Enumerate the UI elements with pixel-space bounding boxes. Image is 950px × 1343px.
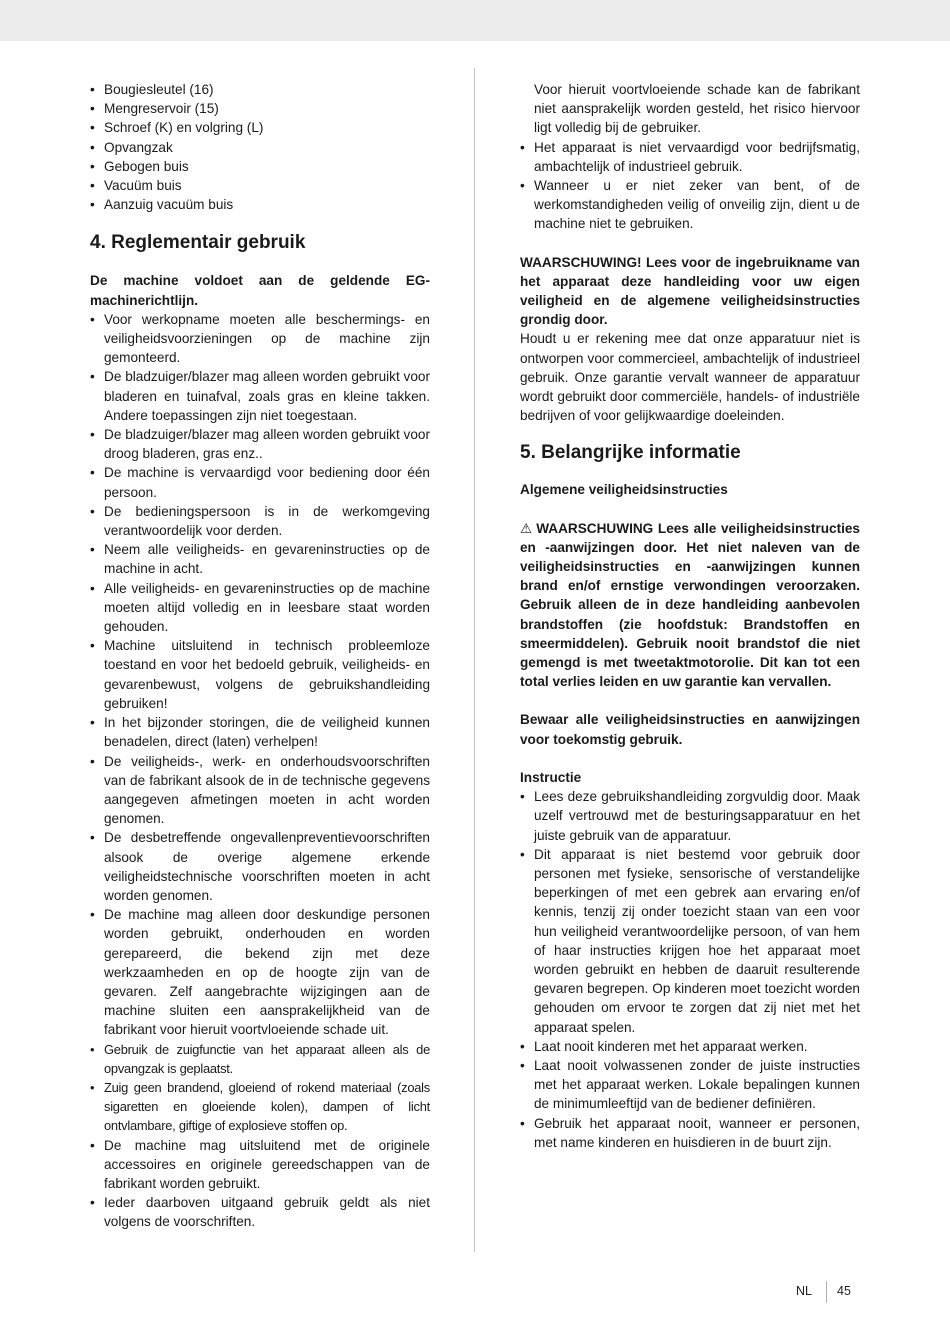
right-column [520,80,860,1152]
list-item: • Laat nooit kinderen met het apparaat werken. [520,1037,860,1056]
keep-instructions-note: Bewaar alle veiligheidsinstructies en aanwijzingen voor toekomstig gebruik. [520,712,860,747]
list-item: • Machine uitsluitend in technisch probleemloze toestand en voor het bedoeld gebruik, veiligheids- en gevarenbewust, volgens de gebruikshandleiding gebruiken! [90,636,430,713]
list-item: • Gebruik het apparaat nooit, wanneer er personen, met name kinderen en huisdieren in de buurt zijn. [520,1114,860,1152]
list-item: • Wanneer u er niet zeker van bent, of de werkomstandigheden veilig of onveilig zijn, dient u de machine niet te gebruiken. [520,176,860,234]
list-item: • De desbetreffende ongevallenpreventievoorschriften alsook de overige algemene erkende veiligheidstechnische voorschriften moeten in acht worden genomen. [90,828,430,905]
list-item: • Schroef (K) en volgring (L) [90,118,430,137]
list-item: • Lees deze gebruikshandleiding zorgvuldig door. Maak uzelf vertrouwd met de besturingsapparatuur en het juiste gebruik van de apparatuur. [520,787,860,845]
column-divider [474,68,475,1252]
parts-list [90,80,430,214]
list-item: • De bedieningspersoon is in de werkomgeving verantwoordelijk voor derden. [90,502,430,540]
warning-notice: WAARSCHUWING! Lees voor de ingebruikname van het apparaat deze handleiding voor uw eigen veiligheid en de algemene veiligheidsinstructies grondig door. [520,254,860,328]
list-item: • Gebogen buis [90,157,430,176]
list-item: • In het bijzonder storingen, die de veiligheid kunnen benadelen, direct (laten) verhelpen! [90,713,430,751]
list-item: • De bladzuiger/blazer mag alleen worden gebruikt voor droog bladeren, gras enz.. [90,425,430,463]
section-heading-belangrijke-informatie: 5. Belangrijke informatie [520,442,741,464]
usage-restrictions-list [520,138,860,234]
safety-warning-text: WAARSCHUWING Lees alle veiligheidsinstructies en -aanwijzingen door. Het niet naleven van de veiligheidsinstructies en -aanwijzingen kunnen brand en/of ernstige verwondingen veroorzaken. Gebruik alleen de in deze handleiding aanbevolen brandstoffen (zie hoofdstuk: Brandstoffen en smeermiddelen). Gebruik nooit brandstof die niet gemengd is met tweetaktmotorolie. Dit kan tot een total verlies leiden en uw garantie kan vervallen. [520,520,860,690]
list-item: • Dit apparaat is niet bestemd voor gebruik door personen met fysieke, sensorische of verstandelijke beperkingen of met een gebrek aan ervaring en/of kennis, tenzij zij onder toezicht staan van een voor hun veiligheid verantwoordelijke persoon, of van hem of haar instructies krijgen hoe het apparaat moet worden gebruikt en hebben de daaruit resulterende gevaren begrepen. Op kinderen moet toezicht worden gehouden om ervoor te zorgen dat zij niet met het apparaat spelen. [520,845,860,1037]
list-item: • De veiligheids-, werk- en onderhoudsvoorschriften van de fabrikant alsook de in de technische gegevens aangegeven afmetingen moeten in acht worden genomen. [90,752,430,829]
list-item: • Bougiesleutel (16) [90,80,430,99]
list-item: • Het apparaat is niet vervaardigd voor bedrijfsmatig, ambachtelijk of industrieel gebruik. [520,138,860,176]
subheading-safety: Algemene veiligheidsinstructies [520,482,728,498]
instructie-list [520,787,860,1152]
instructie-heading: Instructie [520,769,582,785]
top-band [0,0,950,41]
list-item: • De machine is vervaardigd voor bediening door één persoon. [90,463,430,501]
continued-paragraph: Voor hieruit voortvloeiende schade kan de fabrikant niet aansprakelijk worden gesteld, het risico hiervoor ligt volledig bij de gebruiker. [534,82,860,136]
list-item: • Zuig geen brandend, gloeiend of rokend materiaal (zoals sigaretten en gloeiende kolen), dampen of licht ontvlambare, giftige of explosieve stoffen op. [90,1078,430,1136]
list-item: • Alle veiligheids- en gevareninstructies op de machine moeten altijd volledig en in leesbare staat worden gehouden. [90,579,430,637]
list-item: • Opvangzak [90,138,430,157]
list-item: • Laat nooit volwassenen zonder de juiste instructies met het apparaat werken. Lokale bepalingen kunnen de minimumleeftijd van de bediener definiëren. [520,1056,860,1114]
list-item: • Aanzuig vacuüm buis [90,195,430,214]
list-item: • Mengreservoir (15) [90,99,430,118]
list-item: • De bladzuiger/blazer mag alleen worden gebruikt voor bladeren en tuinafval, zoals gras en kleine takken. Andere toepassingen zijn niet toegestaan. [90,367,430,425]
section-heading-reglementair-gebruik: 4. Reglementair gebruik [90,232,306,254]
footer-language: NL [796,1284,812,1298]
left-column [90,80,430,1232]
list-item: • Neem alle veiligheids- en gevareninstructies op de machine in acht. [90,540,430,578]
usage-rules-list [90,310,430,1232]
warning-triangle-icon: ⚠ [520,520,533,536]
safety-warning [520,519,860,692]
list-item: • Ieder daarboven uitgaand gebruik geldt als niet volgens de voorschriften. [90,1193,430,1231]
list-item: • De machine mag alleen door deskundige personen worden gebruikt, onderhouden en worden gerepareerd, die bekend zijn met deze werkzaamheden en op de hoogte zijn van de gevaren. Zelf aangebrachte wijzigingen aan de machine sluiten een aansprakelijkheid van de fabrikant voor hieruit voortvloeiende schade uit. [90,905,430,1039]
list-item: • De machine mag uitsluitend met de originele accessoires en originele gereedschappen van de fabrikant worden gebruikt. [90,1136,430,1194]
page-number: 45 [837,1284,851,1298]
list-item: • Vacuüm buis [90,176,430,195]
list-item: • Gebruik de zuigfunctie van het apparaat alleen als de opvangzak is geplaatst. [90,1040,430,1078]
warning-body: Houdt u er rekening mee dat onze apparatuur niet is ontworpen voor commercieel, ambachtelijk of industrieel gebruik. Onze garantie vervalt wanneer de apparatuur wordt gebruikt door commerciële, handels- of industriële bedrijven of voor gelijkwaardige doeleinden. [520,331,860,424]
footer-separator [826,1281,827,1303]
section-intro: De machine voldoet aan de geldende EG-machinerichtlijn. [90,273,430,308]
list-item: • Voor werkopname moeten alle beschermings- en veiligheidsvoorzieningen op de machine zijn gemonteerd. [90,310,430,368]
